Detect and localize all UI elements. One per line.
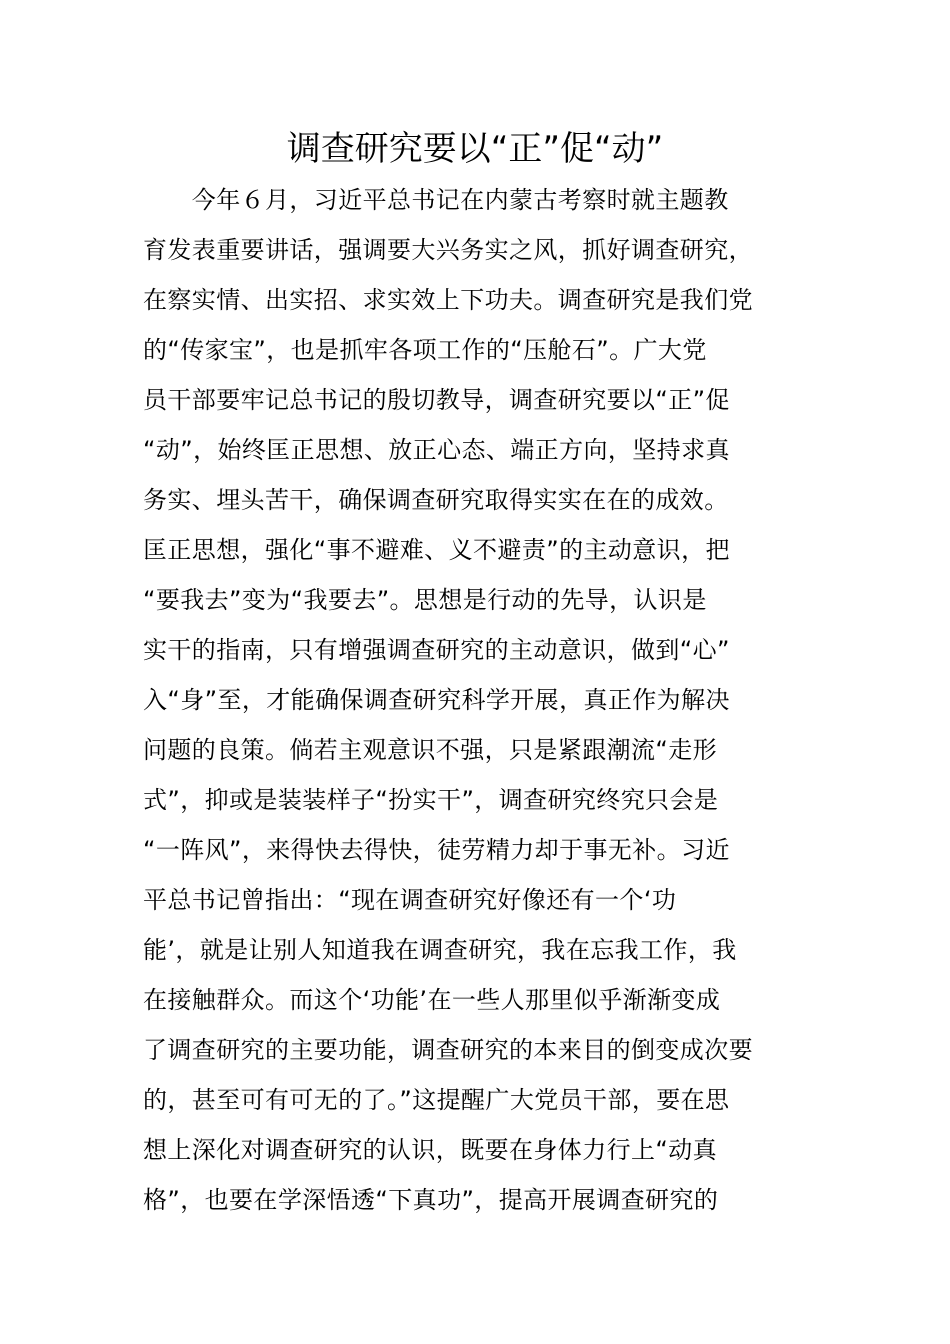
body-line-16: 能’，就是让别人知道我在调查研究，我在忘我工作，我 <box>143 936 737 964</box>
body-line-10: 实干的指南，只有增强调查研究的主动意识，做到“心” <box>143 636 730 664</box>
body-line-11: 入“身”至，才能确保调查研究科学开展，真正作为解决 <box>143 686 730 714</box>
body-line-21: 格”，也要在学深悟透“下真功”，提高开展调查研究的 <box>143 1186 719 1214</box>
body-line-8: 匡正思想，强化“事不避难、义不避责”的主动意识，把 <box>143 536 730 564</box>
body-line-3: 在察实情、出实招、求实效上下功夫。调查研究是我们党 <box>143 286 753 314</box>
body-line-19: 的，甚至可有可无的了。”这提醒广大党员干部，要在思 <box>143 1086 730 1114</box>
body-line-5: 员干部要牢记总书记的殷切教导，调查研究要以“正”促 <box>143 386 730 414</box>
body-line-6: “动”，始终匡正思想、放正心态、端正方向，坚持求真 <box>143 436 730 464</box>
body-line-14: “一阵风”，来得快去得快，徒劳精力却于事无补。习近 <box>143 836 730 864</box>
body-line-15: 平总书记曾指出：“现在调查研究好像还有一个‘功 <box>143 886 677 914</box>
body-line-2: 育发表重要讲话，强调要大兴务实之风，抓好调查研究， <box>143 236 753 264</box>
body-line-20: 想上深化对调查研究的认识，既要在身体力行上“动真 <box>143 1136 718 1164</box>
body-line-17: 在接触群众。而这个‘功能’在一些人那里似乎渐渐变成 <box>143 986 721 1014</box>
body-line-12: 问题的良策。倘若主观意识不强，只是紧跟潮流“走形 <box>143 736 718 764</box>
body-line-13: 式”，抑或是装装样子“扮实干”，调查研究终究只会是 <box>143 786 719 814</box>
body-line-9: “要我去”变为“我要去”。思想是行动的先导，认识是 <box>143 586 707 614</box>
body-line-7: 务实、埋头苦干，确保调查研究取得实实在在的成效。 <box>143 486 729 514</box>
body-line-1: 今年６月，习近平总书记在内蒙古考察时就主题教 <box>143 186 729 214</box>
document-title: 调查研究要以“正”促“动” <box>286 129 664 169</box>
body-line-18: 了调查研究的主要功能，调查研究的本来目的倒变成次要 <box>143 1036 753 1064</box>
body-line-4: 的“传家宝”，也是抓牢各项工作的“压舱石”。广大党 <box>143 336 707 364</box>
